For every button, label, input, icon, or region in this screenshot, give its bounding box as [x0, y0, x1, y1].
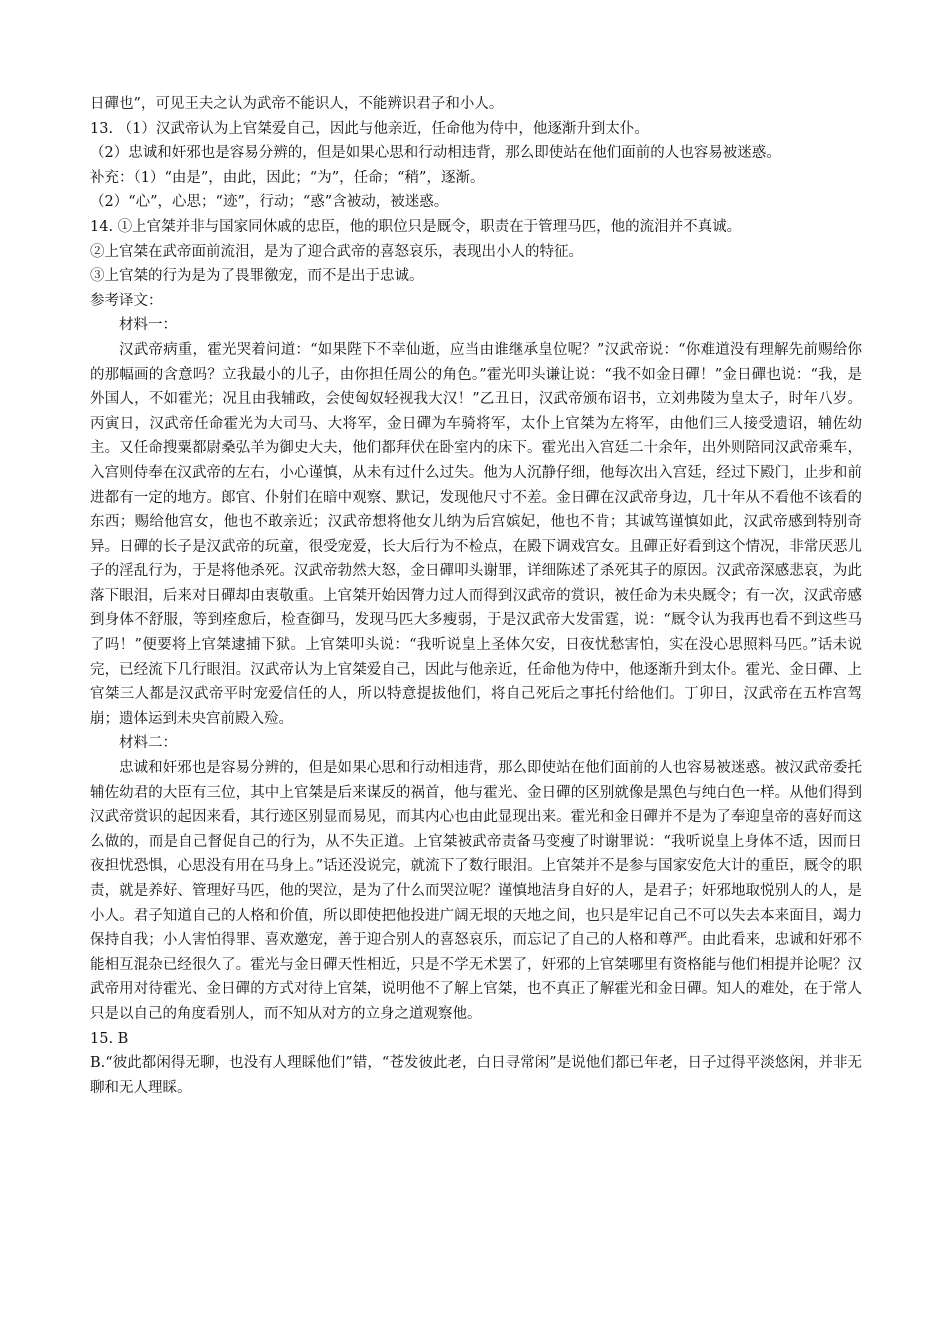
answer-14-point-3: ③上官桀的行为是为了畏罪徼宠，而不是出于忠诚。	[90, 268, 424, 285]
material-2-title: 材料二：	[119, 735, 177, 752]
answer-14-point-1: 14. ①上官桀并非与国家同休戚的忠臣，他的职位只是厩令，职责在于管理马匹，他的流泪并不真诚。	[90, 218, 742, 235]
supplement-2: （2）“心”，心思；“迹”，行动；“惑”含被动，被迷惑。	[90, 194, 449, 211]
material-1-title: 材料一：	[119, 317, 177, 334]
material-1-text: 汉武帝病重，霍光哭着问道：“如果陛下不幸仙逝，应当由谁继承皇位呢？”汉武帝说：“你难道没有理解先前赐给你的那幅画的含意吗？立我最小的儿子，由你担任周公的角色。”霍光叩头谦让说：“我不如金日磾！”金日磾也说：“我，是外国人，不如霍光；况且由我辅政，会使匈奴轻视我大汉！”乙丑日，汉武帝颁布诏书，立刘弗陵为皇太子，时年八岁。丙寅日，汉武帝任命霍光为大司马、大将军，金日磾为车骑将军，太仆上官桀为左将军，由他们三人接受遗诏，辅佐幼主。又任命搜粟都尉桑弘羊为御史大夫，他们都拜伏在卧室内的床下。霍光出入宫廷二十余年，出外则陪同汉武帝乘车，入宫则侍奉在汉武帝的左右，小心谨慎，从未有过什么过失。他为人沉静仔细，他每次出入宫廷，经过下殿门，止步和前进都有一定的地方。郎官、仆射们在暗中观察、默记，发现他尺寸不差。金日磾在汉武帝身边，几十年从不看他不该看的东西；赐给他宫女，他也不敢亲近；汉武帝想将他女儿纳为后宫嫔妃，他也不肯；其诚笃谨慎如此，汉武帝感到特别奇异。日磾的长子是汉武帝的玩童，很受宠爱，长大后行为不检点，在殿下调戏宫女。且磾正好看到这个情况，非常厌恶儿子的淫乱行为，于是将他杀死。汉武帝勃然大怒，金日磾叩头谢罪，详细陈述了杀死其子的原因。汉武帝深感悲哀，为此落下眼泪，后来对日磾却由衷敬重。上官桀开始因膂力过人而得到汉武帝的赏识，被任命为未央厩令；有一次，汉武帝感到身体不舒服，等到痊愈后，检查御马，发现马匹大多瘦弱，于是汉武帝大发雷霆，说：“厩令认为我再也看不到这些马了吗！”便要将上官桀逮捕下狱。上官桀叩头说：“我听说皇上圣体欠安，日夜忧愁害怕，实在没心思照料马匹。”话未说完，已经流下几行眼泪。汉武帝认为上官桀爱自己，因此与他亲近，任命他为侍中，他逐渐升到太仆。霍光、金日磾、上官桀三人都是汉武帝平时宠爱信任的人，所以特意提拔他们，将自己死后之事托付给他们。丁卯日，汉武帝在五柞宫驾崩；遗体运到未央宫前殿入殓。	[90, 341, 862, 727]
text-line-1: 日磾也”，可见王夫之认为武帝不能识人，不能辨识君子和小人。	[90, 96, 504, 112]
answer-15: 15. B	[90, 1030, 129, 1047]
material-2-text: 忠诚和奸邪也是容易分辨的，但是如果心思和行动相违背，那么即使站在他们面前的人也容易被迷惑。被汉武帝委托辅佐幼君的大臣有三位，其中上官桀是后来谋反的祸首，他与霍光、金日磾的区别就像是黑色与纯白色一样。从他们得到汉武帝赏识的起因来看，其行迹区别显而易见，而其内心也由此显现出来。霍光和金日磾并不是为了奉迎皇帝的喜好而这么做的，而是自己督促自己的行为，从不失正道。上官桀被武帝责备马变瘦了时谢罪说：“我听说皇上身体不适，因而日夜担忧恐惧，心思没有用在马身上。”话还没说完，就流下了数行眼泪。上官桀并不是参与国家安危大计的重臣，厩令的职责，就是养好、管理好马匹，他的哭泣，是为了什么而哭泣呢？谨慎地洁身自好的人，是君子；奸邪地取悦别人的人，是小人。君子知道自己的人格和价值，所以即使把他投进广阔无垠的天地之间，也只是牢记自己不可以失去本来面目，竭力保持自我；小人害怕得罪、喜欢邀宠，善于迎合别人的喜怒哀乐，而忘记了自己的人格和尊严。由此看来，忠诚和奸邪不能相互混杂已经很久了。霍光与金日磾天性相近，只是不学无术罢了，奸邪的上官桀哪里有资格能与他们相提并论呢？汉武帝用对待霍光、金日磾的方式对待上官桀，说明他不了解上官桀，也不真正了解霍光和金日磾。知人的难处，在于常人只是以自己的角度看别人，而不知从对方的立身之道观察他。	[90, 760, 862, 1022]
supplement-1: 补充：（1）“由是”，由此，因此；“为”，任命；“稍”，逐渐。	[90, 169, 485, 186]
answer-document	[90, 92, 862, 1100]
answer-14-point-2: ②上官桀在武帝面前流泪，是为了迎合武帝的喜怒哀乐，表现出小人的特征。	[90, 243, 583, 260]
translation-heading: 参考译文：	[90, 292, 163, 309]
answer-13-part-2: （2）忠诚和奸邪也是容易分辨的，但是如果心思和行动相违背，那么即使站在他们面前的人也容易被迷惑。	[90, 145, 781, 162]
answer-15-explanation: B.“彼此都闲得无聊，也没有人理睬他们”错，“苍发彼此老，白日寻常闲”是说他们都已年老，日子过得平淡悠闲，并非无聊和无人理睬。	[90, 1055, 862, 1096]
answer-13-part-1: 13. （1）汉武帝认为上官桀爱自己，因此与他亲近，任命他为侍中，他逐渐升到太仆。	[90, 120, 649, 137]
